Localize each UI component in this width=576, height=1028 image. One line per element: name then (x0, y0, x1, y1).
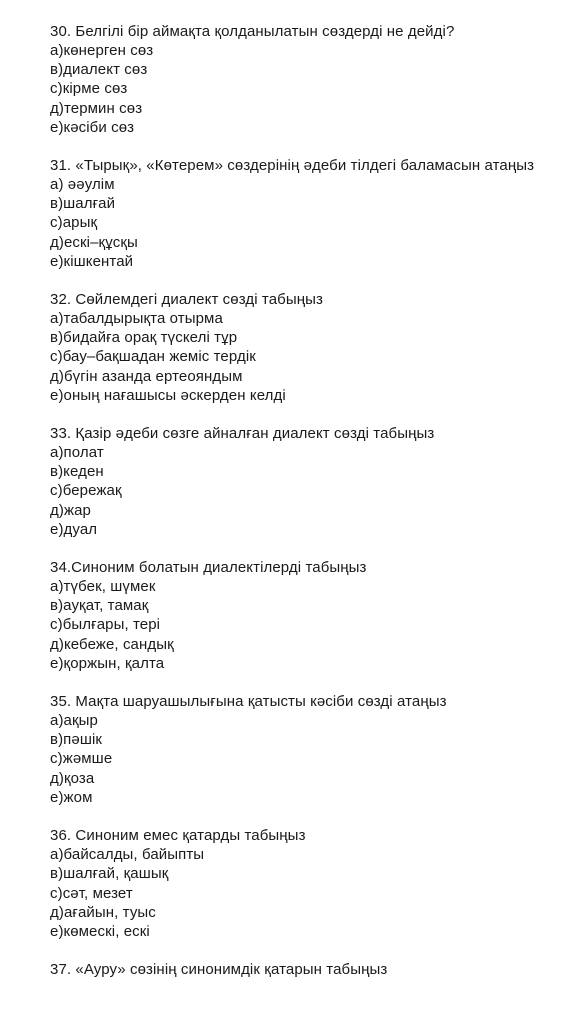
option-c: с)жәмше (50, 750, 113, 768)
option-e: е)көмескі, ескі (50, 922, 150, 940)
question-text: 32. Сөйлемдегі диалект сөзді табыңыз (50, 291, 323, 309)
option-d: д)бүгін азанда ертеояндым (50, 367, 243, 385)
question-35 (50, 692, 576, 807)
question-text: 30. Белгілі бір аймақта қолданылатын сөздерді не дейді? (50, 23, 455, 40)
option-a: а)ақыр (50, 712, 98, 730)
question-text: 33. Қазір әдеби сөзге айналған диалект сөзді табыңыз (50, 425, 435, 443)
option-e: е)оның нағашысы әскерден келді (50, 386, 286, 404)
option-e: е)кәсіби сөз (50, 118, 135, 136)
option-a: а)полат (50, 444, 104, 462)
option-a: а)көнерген сөз (50, 42, 154, 59)
option-d: д)қоза (50, 769, 95, 787)
question-text: 36. Синоним емес қатарды табыңыз (50, 827, 306, 845)
option-e: е)кішкентай (50, 252, 134, 270)
option-b: в)пәшік (50, 731, 103, 749)
question-text: 37. «Ауру» сөзінің синонимдік қатарын табыңыз (50, 961, 388, 979)
option-c: с)арық (50, 214, 98, 232)
question-31 (50, 156, 576, 271)
option-b: в)ауқат, тамақ (50, 597, 149, 615)
option-c: с)бау–бақшадан жеміс тердік (50, 348, 256, 366)
option-b: в)кеден (50, 463, 104, 481)
question-34 (50, 558, 576, 673)
question-33 (50, 424, 576, 539)
option-e: е)дуал (50, 520, 98, 538)
option-c: с)кірме сөз (50, 80, 128, 98)
option-d: д)кебеже, сандық (50, 635, 174, 653)
option-a: а)түбек, шүмек (50, 578, 156, 596)
question-36 (50, 826, 576, 941)
option-d: д)жар (50, 501, 91, 519)
option-d: д)ескі–құсқы (50, 233, 138, 251)
option-a: а)табалдырықта отырма (50, 310, 223, 328)
option-d: д)термин сөз (50, 99, 143, 117)
option-d: д)ағайын, туыс (50, 903, 156, 921)
option-b: в)шалғай (50, 195, 116, 213)
question-32 (50, 290, 576, 405)
option-b: в)диалект сөз (50, 61, 148, 79)
option-c: с)бережақ (50, 482, 122, 500)
question-text: 34.Синоним болатын диалектілерді табыңыз (50, 559, 367, 577)
option-a: а) әәулім (50, 176, 115, 194)
question-text: 31. «Тырық», «Көтерем» сөздерінің әдеби тілдегі баламасын атаңыз (50, 157, 535, 175)
option-c: с)былғары, тері (50, 616, 161, 634)
option-b: в)шалғай, қашық (50, 865, 169, 883)
option-b: в)бидайға орақ түскелі тұр (50, 329, 238, 347)
question-37 (50, 960, 576, 979)
option-e: е)қоржын, қалта (50, 654, 165, 672)
option-a: а)байсалды, байыпты (50, 846, 205, 864)
option-e: е)жом (50, 788, 93, 806)
question-text: 35. Мақта шаруашылығына қатысты кәсіби сөзді атаңыз (50, 693, 447, 711)
question-30 (50, 22, 576, 137)
option-c: с)сәт, мезет (50, 884, 133, 902)
